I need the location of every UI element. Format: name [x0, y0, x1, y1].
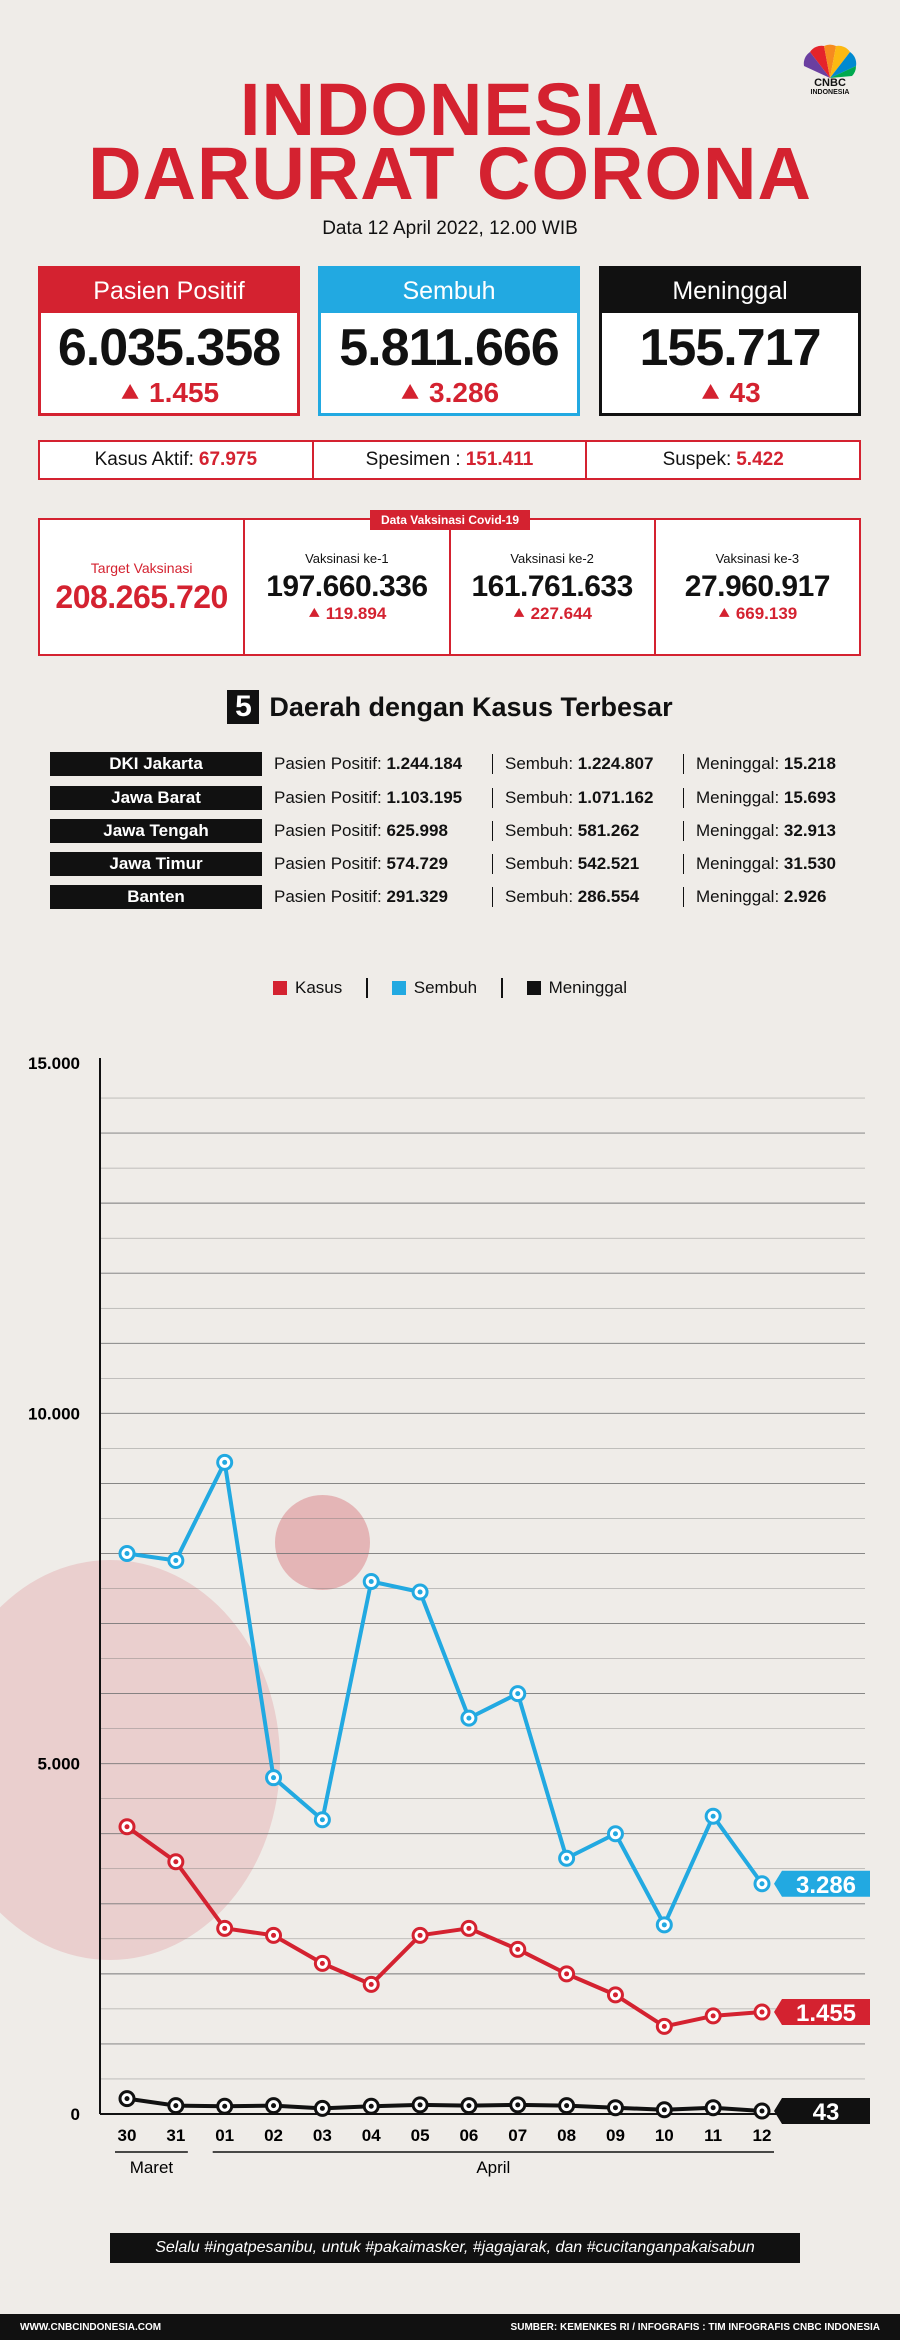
recovered-label: Sembuh [321, 269, 577, 313]
data-point-center [222, 2104, 227, 2109]
data-point-center [418, 1590, 423, 1595]
data-point-center [271, 2103, 276, 2108]
regions-section-title: 5 Daerah dengan Kasus Terbesar [0, 690, 900, 724]
y-tick-label: 15.000 [28, 1054, 80, 1073]
data-point-center [515, 1947, 520, 1952]
x-tick-label: 07 [508, 2126, 528, 2145]
x-tick-label: 01 [215, 2126, 235, 2145]
vaccination-panel [38, 518, 861, 656]
footer-bar [0, 2314, 900, 2340]
data-point-center [418, 2102, 423, 2107]
logo-text: CNBC INDONESIA [810, 77, 850, 96]
vaccination-dose-3: Vaksinasi ke-3 27.960.917 ⯅ 669.139 [684, 550, 830, 623]
data-point-center [613, 2105, 618, 2110]
increase-icon: ⯅ [512, 603, 531, 623]
x-tick-label: 31 [166, 2126, 186, 2145]
increase-icon: ⯅ [118, 377, 150, 408]
x-tick-label: 05 [410, 2126, 430, 2145]
positive-delta: ⯅ 1.455 [118, 377, 220, 408]
increase-icon: ⯅ [398, 377, 430, 408]
recovered-value: 5.811.666 [339, 319, 559, 377]
data-point-center [125, 2096, 130, 2101]
region-row: Jawa Tengah Pasien Positif: 625.998 Sembuh: 581.262 Meninggal: 32.913 [50, 818, 860, 844]
data-point-center [125, 1551, 130, 1556]
data-point-center [173, 1558, 178, 1563]
data-point-center [564, 1971, 569, 1976]
end-value-label: 3.286 [795, 1871, 857, 1899]
data-point-center [515, 1691, 520, 1696]
positive-value: 6.035.358 [57, 319, 281, 377]
data-point-center [564, 1856, 569, 1861]
data-point-center [613, 1992, 618, 1997]
data-point-center [466, 1716, 471, 1721]
data-point-center [369, 1579, 374, 1584]
page-title-line1: INDONESIA [239, 68, 661, 151]
vaccination-dose-2: Vaksinasi ke-2 161.761.633 ⯅ 227.644 [451, 520, 656, 654]
footer-source: SUMBER: KEMENKES RI / INFOGRAFIS : TIM INFOGRAFIS CNBC INDONESIA [510, 2321, 880, 2333]
region-row: Banten Pasien Positif: 291.329 Sembuh: 286.554 Meninggal: 2.926 [50, 884, 860, 910]
data-point-center [760, 2010, 765, 2015]
deaths-stat-card [599, 266, 861, 416]
x-tick-label: 11 [704, 2126, 723, 2145]
y-tick-label: 10.000 [28, 1404, 80, 1424]
sub-stats-row [38, 440, 861, 480]
footer-message: Selalu #ingatpesanibu, untuk #pakaimasker, #jagajarak, dan #cucitanganpakaisabun [110, 2233, 800, 2263]
data-point-center [173, 1859, 178, 1864]
active-cases: Kasus Aktif: 67.975 [40, 442, 314, 478]
y-tick-label: 0 [70, 2105, 80, 2124]
suspect-count: Suspek: 5.422 [662, 449, 784, 470]
positive-stat-card [38, 266, 300, 416]
data-point-center [320, 1817, 325, 1822]
data-point-center [320, 2106, 325, 2111]
increase-icon: ⯅ [717, 603, 736, 623]
x-tick-label: 12 [752, 2126, 772, 2145]
region-row: Jawa Barat Pasien Positif: 1.103.195 Sembuh: 1.071.162 Meninggal: 15.693 [50, 785, 860, 811]
x-tick-label: 10 [654, 2126, 674, 2145]
footer-website: WWW.CNBCINDONESIA.COM [20, 2321, 162, 2333]
x-tick-label: 02 [264, 2126, 283, 2145]
recovered-stat-card [318, 266, 580, 416]
vaccination-dose-1: Vaksinasi ke-1 197.660.336 ⯅ 119.894 [245, 520, 450, 654]
x-tick-label: 06 [459, 2126, 479, 2145]
data-point-center [222, 1460, 227, 1465]
deaths-label: Meninggal [602, 269, 858, 313]
end-value-label: 43 [812, 2098, 840, 2126]
date-caption: Data 12 April 2022, 12.00 WIB [322, 218, 578, 239]
vaccination-heading: Data Vaksinasi Covid-19 [370, 510, 530, 530]
data-point-center [662, 1922, 667, 1927]
region-row: Jawa Timur Pasien Positif: 574.729 Sembuh: 542.521 Meninggal: 31.530 [50, 851, 860, 877]
regions-count-badge: 5 [227, 690, 259, 724]
data-point-center [369, 2104, 374, 2109]
data-point-center [369, 1982, 374, 1987]
month-label: April [476, 2158, 511, 2177]
y-tick-label: 5.000 [37, 1754, 80, 1774]
recovered-delta: ⯅ 3.286 [398, 377, 500, 408]
specimen-count: Spesimen : 151.411 [314, 442, 588, 478]
data-point-center [711, 2105, 716, 2110]
data-point-center [466, 2103, 471, 2108]
increase-icon: ⯅ [307, 603, 326, 623]
data-point-center [662, 2107, 667, 2112]
data-point-center [320, 1961, 325, 1966]
data-point-center [271, 1775, 276, 1780]
month-label: Maret [129, 2158, 174, 2177]
data-point-center [662, 2024, 667, 2029]
data-point-center [222, 1926, 227, 1931]
deaths-value: 155.717 [639, 319, 821, 377]
x-tick-label: 30 [117, 2126, 137, 2145]
data-point-center [173, 2103, 178, 2108]
data-point-center [613, 1831, 618, 1836]
page-title-line2: DARURAT CORONA [88, 132, 812, 215]
increase-icon: ⯅ [699, 377, 730, 408]
data-point-center [760, 1881, 765, 1886]
x-tick-label: 04 [361, 2126, 381, 2145]
data-point-center [564, 2103, 569, 2108]
positive-label: Pasien Positif [41, 269, 297, 313]
line-chart [0, 1040, 900, 2190]
vaccination-target: Target Vaksinasi 208.265.720 [40, 520, 245, 654]
data-point-center [271, 1933, 276, 1938]
data-point-center [466, 1926, 471, 1931]
x-tick-label: 09 [606, 2126, 625, 2145]
deaths-delta: ⯅ 43 [699, 377, 761, 408]
data-point-center [125, 1824, 130, 1829]
data-point-center [418, 1933, 423, 1938]
legend-item-kasus: Kasus [249, 978, 366, 998]
x-tick-label: 08 [557, 2126, 577, 2145]
x-tick-label: 03 [312, 2126, 332, 2145]
legend-item-sembuh: Sembuh [368, 978, 501, 998]
data-point-center [515, 2102, 520, 2107]
data-point-center [711, 2013, 716, 2018]
region-row: DKI Jakarta Pasien Positif: 1.244.184 Sembuh: 1.224.807 Meninggal: 15.218 [50, 751, 860, 777]
data-point-center [711, 1814, 716, 1819]
legend-item-meninggal: Meninggal [503, 978, 651, 998]
data-point-center [760, 2108, 765, 2113]
end-value-label: 1.455 [795, 2000, 857, 2028]
chart-legend [0, 978, 900, 998]
